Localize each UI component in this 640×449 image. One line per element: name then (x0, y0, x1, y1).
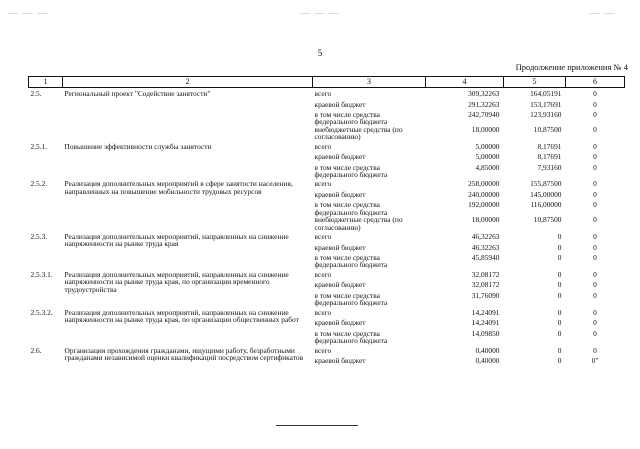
funding-source: в том числе средства федерального бюджета (314, 328, 388, 346)
value-col-4: 45,85940 (471, 253, 500, 263)
scan-mark-center: — — — (300, 8, 340, 19)
value-col-4: 240,00000 (468, 189, 500, 199)
funding-source: в том числе средства федерального бюджета (314, 162, 388, 180)
item-number: 2.5.2. (30, 179, 48, 189)
value-col-6: 0 (593, 307, 597, 317)
value-col-6: 0 (593, 242, 597, 252)
item-number: 2.5.3.2. (30, 307, 53, 317)
funding-source: всего (314, 269, 332, 279)
value-col-6: 0 (593, 152, 597, 162)
value-col-5: 153,17691 (530, 99, 562, 109)
value-col-5: 0 (557, 269, 562, 279)
value-col-5: 0 (557, 290, 562, 300)
value-col-5: 164,05191 (530, 89, 562, 98)
value-col-5: 0 (557, 232, 562, 242)
value-col-5: 0 (557, 328, 562, 338)
table-row (29, 231, 625, 244)
value-col-6: 0 (593, 232, 597, 242)
value-col-6: 0 (593, 89, 597, 98)
value-col-5: 0 (557, 253, 562, 263)
funding-source: в том числе средства федерального бюджета (314, 290, 388, 308)
scan-mark-left: — — — (8, 8, 48, 19)
value-col-4: 291,32263 (468, 99, 500, 109)
value-col-6: 0 (593, 328, 597, 338)
item-name: Реализация дополнительных мероприятий, направленных на снижение напряженности на рынке труда края, по организации общественных работ (64, 307, 299, 325)
value-col-6: 0 (593, 99, 597, 109)
value-col-6: 0 (593, 162, 597, 172)
value-col-4: 14,24091 (471, 307, 500, 317)
funding-source: краевой бюджет (314, 280, 366, 290)
value-col-6: 0" (591, 356, 599, 365)
value-col-4: 5,00000 (475, 141, 500, 151)
funding-source: в том числе средства федерального бюджета (314, 200, 388, 217)
item-name: Повышение эффективности службы занятости (64, 141, 212, 151)
funding-source: всего (314, 89, 332, 98)
value-col-5: 0 (557, 345, 562, 355)
funding-source: всего (314, 345, 332, 355)
funding-source: краевой бюджет (314, 189, 366, 199)
item-name: Реализация дополнительных мероприятий в сфере занятости населения, направленных на повышение мобильности трудовых ресурсов (64, 179, 293, 196)
item-name: Реализация дополнительных мероприятий, направленных на снижение напряженности на рынке труда края, по организации временного трудоустройства (64, 269, 289, 294)
value-col-5: 0 (557, 307, 562, 317)
value-col-6: 0 (593, 179, 597, 189)
funding-source: краевой бюджет (314, 318, 366, 328)
continuation-title: Продолжение приложения № 4 (515, 62, 628, 72)
funding-source: краевой бюджет (314, 242, 366, 252)
scan-mark-right: — — (590, 8, 616, 19)
value-col-6: 0 (593, 124, 597, 134)
value-col-4: 4,85000 (475, 162, 500, 172)
item-number: 2.5.3. (30, 232, 48, 242)
col-header-3: 3 (313, 77, 426, 88)
value-col-4: 0,40000 (475, 345, 500, 355)
funding-source: внебюджетные средства (по согласованию) (314, 124, 403, 142)
funding-source: всего (314, 179, 332, 189)
value-col-5: 155,87500 (530, 179, 562, 189)
value-col-5: 0 (557, 280, 562, 290)
col-header-4: 4 (426, 77, 504, 88)
funding-source: краевой бюджет (314, 152, 366, 162)
value-col-6: 0 (593, 215, 597, 225)
table-body (29, 88, 625, 368)
value-col-4: 14,24091 (471, 318, 500, 328)
value-col-5: 10,87500 (533, 124, 562, 134)
value-col-6: 0 (593, 290, 597, 300)
value-col-5: 116,00000 (530, 200, 562, 210)
value-col-5: 145,00000 (530, 189, 562, 199)
value-col-4: 5,00000 (475, 152, 500, 162)
funding-source: в том числе средства федерального бюджета (314, 110, 388, 127)
value-col-6: 0 (593, 200, 597, 210)
value-col-4: 18,00000 (471, 124, 500, 134)
value-col-6: 0 (593, 269, 597, 279)
value-col-5: 0 (557, 356, 562, 365)
funding-source: всего (314, 307, 332, 317)
item-number: 2.5.1. (30, 141, 48, 151)
value-col-5: 0 (557, 318, 562, 328)
value-col-4: 46,32263 (471, 242, 500, 252)
value-col-4: 18,00000 (471, 215, 500, 225)
signature-line (276, 425, 358, 426)
value-col-6: 0 (593, 318, 597, 328)
value-col-4: 309,32263 (468, 89, 500, 98)
col-header-2: 2 (63, 77, 313, 88)
page-number: 5 (317, 48, 323, 58)
funding-source: в том числе средства федерального бюджета (314, 253, 388, 270)
col-header-1: 1 (29, 77, 63, 88)
value-col-4: 258,00000 (468, 179, 500, 189)
funding-source: внебюджетные средства (по согласованию) (314, 215, 403, 232)
item-number: 2.5.3.1. (30, 269, 53, 279)
value-col-6: 0 (593, 189, 597, 199)
value-col-5: 7,93160 (537, 162, 562, 172)
value-col-5: 8,17691 (537, 152, 562, 162)
value-col-6: 0 (593, 141, 597, 151)
value-col-5: 8,17691 (537, 141, 562, 151)
value-col-4: 14,09850 (471, 328, 500, 338)
item-name: Организация прохождения гражданами, ищущими работу, безработными гражданами независимой оценки квалификаций посредством сертификатов (64, 345, 304, 362)
funding-source: всего (314, 141, 332, 151)
item-number: 2.5. (30, 89, 42, 98)
value-col-4: 32,08172 (471, 280, 500, 290)
value-col-4: 242,70940 (468, 110, 500, 119)
col-header-5: 5 (504, 77, 566, 88)
col-header-6: 6 (566, 77, 625, 88)
value-col-6: 0 (593, 253, 597, 263)
value-col-5: 10,87500 (533, 215, 562, 225)
value-col-4: 46,32263 (471, 232, 500, 242)
value-col-6: 0 (593, 280, 597, 290)
value-col-6: 0 (593, 345, 597, 355)
value-col-4: 0,40000 (475, 356, 500, 365)
table-header-row (29, 77, 625, 88)
item-name: Реализация дополнительных мероприятий, направленных на снижение напряженности на рынке труда края (64, 232, 289, 249)
value-col-4: 31,76090 (471, 290, 500, 300)
item-number: 2.6. (30, 345, 42, 355)
funding-source: краевой бюджет (314, 99, 366, 109)
funding-source: всего (314, 232, 332, 242)
funding-source: краевой бюджет (314, 356, 366, 365)
value-col-5: 0 (557, 242, 562, 252)
value-col-6: 0 (593, 110, 597, 119)
table-row (29, 88, 625, 101)
budget-table (28, 76, 625, 368)
item-name: Региональный проект "Содействие занятости" (64, 89, 211, 98)
value-col-5: 123,93160 (530, 110, 562, 119)
value-col-4: 192,00000 (468, 200, 500, 210)
value-col-4: 32,08172 (471, 269, 500, 279)
